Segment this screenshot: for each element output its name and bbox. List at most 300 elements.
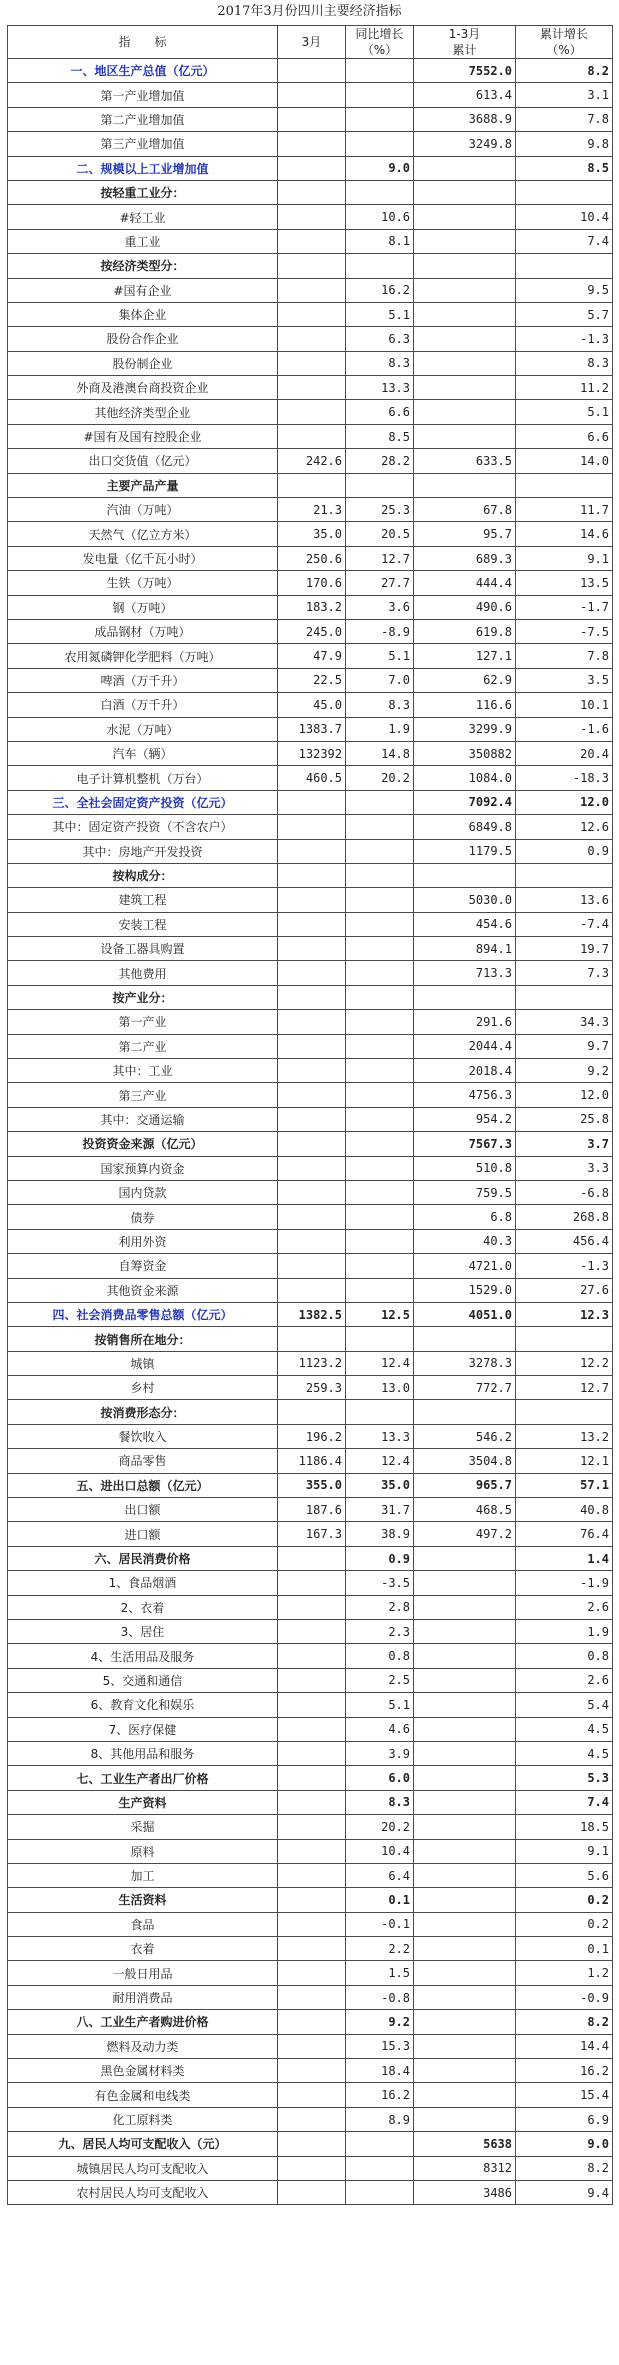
yoy-growth-cell: 5.1 [346, 302, 414, 326]
yoy-growth-cell: 20.5 [346, 522, 414, 546]
yoy-growth-cell: 28.2 [346, 449, 414, 473]
indicator-cell: 按经济类型分： [8, 254, 278, 278]
cumulative-growth-cell: 12.3 [516, 1302, 613, 1326]
month-value-cell [278, 1571, 346, 1595]
table-row [8, 1815, 613, 1839]
yoy-growth-cell [346, 2156, 414, 2180]
cumulative-value-cell: 4721.0 [414, 1254, 516, 1278]
table-row [8, 229, 613, 253]
table-row [8, 888, 613, 912]
cumulative-growth-cell: 11.2 [516, 376, 613, 400]
yoy-growth-cell [346, 1034, 414, 1058]
yoy-growth-cell: -8.9 [346, 619, 414, 643]
table-row [8, 1498, 613, 1522]
month-value-cell: 242.6 [278, 449, 346, 473]
table-row [8, 1180, 613, 1204]
cumulative-growth-cell: 57.1 [516, 1473, 613, 1497]
cumulative-value-cell: 546.2 [414, 1424, 516, 1448]
month-value-cell: 259.3 [278, 1376, 346, 1400]
indicator-cell: 二、规模以上工业增加值 [8, 156, 278, 180]
table-row [8, 2010, 613, 2034]
table-row [8, 1595, 613, 1619]
yoy-growth-cell: 2.5 [346, 1668, 414, 1692]
month-value-cell [278, 1888, 346, 1912]
table-row [8, 912, 613, 936]
month-value-cell [278, 815, 346, 839]
cumulative-value-cell [414, 1741, 516, 1765]
cumulative-growth-cell: 12.1 [516, 1449, 613, 1473]
cumulative-value-cell: 713.3 [414, 961, 516, 985]
indicator-cell: 城镇 [8, 1351, 278, 1375]
yoy-growth-cell: 8.9 [346, 2107, 414, 2131]
indicator-cell: 啤酒（万千升） [8, 668, 278, 692]
table-row [8, 1034, 613, 1058]
cumulative-value-cell [414, 1620, 516, 1644]
month-value-cell [278, 1595, 346, 1619]
yoy-growth-cell [346, 83, 414, 107]
indicator-cell: 按轻重工业分： [8, 180, 278, 204]
yoy-growth-cell: 7.0 [346, 668, 414, 692]
cumulative-value-cell [414, 985, 516, 1009]
indicator-cell: 7、医疗保健 [8, 1717, 278, 1741]
cumulative-growth-cell: 1.9 [516, 1620, 613, 1644]
indicator-cell: 安装工程 [8, 912, 278, 936]
yoy-growth-cell: 12.7 [346, 546, 414, 570]
yoy-growth-cell [346, 1059, 414, 1083]
cumulative-growth-cell: -0.9 [516, 1985, 613, 2009]
month-value-cell [278, 327, 346, 351]
table-row [8, 522, 613, 546]
cumulative-value-cell [414, 1571, 516, 1595]
indicator-cell: #国有企业 [8, 278, 278, 302]
month-value-cell [278, 1668, 346, 1692]
cumulative-value-cell: 3486 [414, 2180, 516, 2204]
yoy-growth-cell [346, 2132, 414, 2156]
cumulative-growth-cell: 9.5 [516, 278, 613, 302]
indicator-cell: 食品 [8, 1912, 278, 1936]
cumulative-value-cell: 4756.3 [414, 1083, 516, 1107]
cumulative-value-cell [414, 1644, 516, 1668]
month-value-cell [278, 1400, 346, 1424]
cumulative-growth-cell: -1.6 [516, 717, 613, 741]
month-value-cell [278, 1717, 346, 1741]
table-row [8, 1522, 613, 1546]
month-value-cell [278, 156, 346, 180]
cumulative-value-cell [414, 376, 516, 400]
month-value-cell: 1382.5 [278, 1302, 346, 1326]
cumulative-value-cell: 772.7 [414, 1376, 516, 1400]
cumulative-growth-cell: 12.0 [516, 790, 613, 814]
month-value-cell [278, 1254, 346, 1278]
month-value-cell [278, 132, 346, 156]
cumulative-value-cell [414, 1766, 516, 1790]
indicator-cell: 4、生活用品及服务 [8, 1644, 278, 1668]
indicator-cell: 生活资料 [8, 1888, 278, 1912]
cumulative-growth-cell: 19.7 [516, 937, 613, 961]
month-value-cell [278, 229, 346, 253]
indicator-cell: 按构成分： [8, 863, 278, 887]
cumulative-growth-cell: -6.8 [516, 1180, 613, 1204]
yoy-growth-cell: 25.3 [346, 498, 414, 522]
indicator-cell: 商品零售 [8, 1449, 278, 1473]
month-value-cell: 47.9 [278, 644, 346, 668]
cumulative-growth-cell [516, 180, 613, 204]
yoy-growth-cell: 2.3 [346, 1620, 414, 1644]
month-value-cell: 1186.4 [278, 1449, 346, 1473]
month-value-cell [278, 888, 346, 912]
cumulative-value-cell [414, 229, 516, 253]
table-row [8, 717, 613, 741]
cumulative-value-cell: 291.6 [414, 1010, 516, 1034]
table-row [8, 1571, 613, 1595]
table-row [8, 961, 613, 985]
cumulative-value-cell [414, 351, 516, 375]
table-row [8, 156, 613, 180]
month-value-cell [278, 1863, 346, 1887]
table-row [8, 1473, 613, 1497]
indicator-cell: 8、其他用品和服务 [8, 1741, 278, 1765]
table-row [8, 985, 613, 1009]
cumulative-growth-cell: 34.3 [516, 1010, 613, 1034]
cumulative-value-cell: 7567.3 [414, 1132, 516, 1156]
cumulative-growth-cell [516, 473, 613, 497]
indicator-cell: 钢（万吨） [8, 595, 278, 619]
table-row [8, 1546, 613, 1570]
month-value-cell: 1383.7 [278, 717, 346, 741]
cumulative-value-cell [414, 1839, 516, 1863]
yoy-growth-cell: 0.1 [346, 1888, 414, 1912]
month-value-cell [278, 205, 346, 229]
table-row [8, 1985, 613, 2009]
cumulative-value-cell: 7092.4 [414, 790, 516, 814]
yoy-growth-cell: 31.7 [346, 1498, 414, 1522]
table-row [8, 863, 613, 887]
cumulative-value-cell: 468.5 [414, 1498, 516, 1522]
page-title: 2017年3月份四川主要经济指标 [217, 4, 402, 19]
table-row [8, 424, 613, 448]
indicator-cell: 八、工业生产者购进价格 [8, 2010, 278, 2034]
cumulative-value-cell [414, 278, 516, 302]
cumulative-value-cell [414, 1888, 516, 1912]
indicator-cell: 进口额 [8, 1522, 278, 1546]
yoy-growth-cell: 3.9 [346, 1741, 414, 1765]
cumulative-value-cell: 5638 [414, 2132, 516, 2156]
indicator-cell: 白酒（万千升） [8, 693, 278, 717]
indicator-cell: 按消费形态分： [8, 1400, 278, 1424]
cumulative-growth-cell: -1.3 [516, 1254, 613, 1278]
table-row [8, 1132, 613, 1156]
cumulative-growth-cell: 8.2 [516, 2156, 613, 2180]
table-row [8, 1741, 613, 1765]
month-value-cell: 196.2 [278, 1424, 346, 1448]
month-value-cell [278, 2010, 346, 2034]
cumulative-value-cell [414, 1668, 516, 1692]
cumulative-growth-cell: 0.2 [516, 1888, 613, 1912]
indicator-cell: 5、交通和通信 [8, 1668, 278, 1692]
cumulative-growth-cell: 20.4 [516, 741, 613, 765]
table-row [8, 790, 613, 814]
cumulative-growth-cell: 8.2 [516, 2010, 613, 2034]
cumulative-growth-cell: 0.9 [516, 839, 613, 863]
cumulative-growth-cell: -1.7 [516, 595, 613, 619]
yoy-growth-cell: 1.5 [346, 1961, 414, 1985]
indicator-cell: 1、食品烟酒 [8, 1571, 278, 1595]
month-value-cell: 21.3 [278, 498, 346, 522]
cumulative-growth-cell: 456.4 [516, 1229, 613, 1253]
month-value-cell [278, 912, 346, 936]
indicator-cell: 出口交货值（亿元） [8, 449, 278, 473]
cumulative-value-cell [414, 1790, 516, 1814]
month-value-cell [278, 1620, 346, 1644]
table-row [8, 644, 613, 668]
month-value-cell [278, 351, 346, 375]
indicator-cell: 天然气（亿立方米） [8, 522, 278, 546]
table-row [8, 1766, 613, 1790]
table-row [8, 1376, 613, 1400]
cumulative-value-cell [414, 2107, 516, 2131]
indicator-cell: 衣着 [8, 1937, 278, 1961]
indicator-cell: 出口额 [8, 1498, 278, 1522]
indicator-cell: 其中：固定资产投资（不含农户） [8, 815, 278, 839]
cumulative-value-cell [414, 473, 516, 497]
yoy-growth-cell [346, 888, 414, 912]
indicator-cell: 其中：房地产开发投资 [8, 839, 278, 863]
cumulative-value-cell: 613.4 [414, 83, 516, 107]
yoy-growth-cell: 10.4 [346, 1839, 414, 1863]
indicator-cell: 化工原料类 [8, 2107, 278, 2131]
month-value-cell: 132392 [278, 741, 346, 765]
yoy-growth-cell: -0.1 [346, 1912, 414, 1936]
indicator-cell: 按产业分： [8, 985, 278, 1009]
cumulative-value-cell [414, 302, 516, 326]
table-row [8, 2059, 613, 2083]
yoy-growth-cell: 8.5 [346, 424, 414, 448]
month-value-cell [278, 839, 346, 863]
yoy-growth-cell: -0.8 [346, 1985, 414, 2009]
cumulative-value-cell: 444.4 [414, 571, 516, 595]
indicator-cell: 农用氮磷钾化学肥料（万吨） [8, 644, 278, 668]
table-row [8, 376, 613, 400]
cumulative-value-cell: 759.5 [414, 1180, 516, 1204]
indicator-cell: 其他资金来源 [8, 1278, 278, 1302]
cumulative-value-cell [414, 2059, 516, 2083]
yoy-growth-cell [346, 790, 414, 814]
table-row [8, 1668, 613, 1692]
indicator-cell: 第一产业增加值 [8, 83, 278, 107]
month-value-cell: 355.0 [278, 1473, 346, 1497]
cumulative-growth-cell: 13.6 [516, 888, 613, 912]
table-row [8, 180, 613, 204]
month-value-cell [278, 1937, 346, 1961]
month-value-cell [278, 1815, 346, 1839]
table-row [8, 1790, 613, 1814]
table-row [8, 619, 613, 643]
indicator-cell: 国家预算内资金 [8, 1156, 278, 1180]
month-value-cell [278, 1132, 346, 1156]
yoy-growth-cell [346, 59, 414, 83]
table-row [8, 107, 613, 131]
cumulative-growth-cell: -1.9 [516, 1571, 613, 1595]
yoy-growth-cell [346, 180, 414, 204]
yoy-growth-cell: 10.6 [346, 205, 414, 229]
yoy-growth-cell: 13.0 [346, 1376, 414, 1400]
cumulative-growth-cell: 5.1 [516, 400, 613, 424]
month-value-cell [278, 1059, 346, 1083]
indicator-cell: 汽车（辆） [8, 741, 278, 765]
cumulative-growth-cell: 6.6 [516, 424, 613, 448]
indicator-cell: 耐用消费品 [8, 1985, 278, 2009]
cumulative-growth-cell [516, 1327, 613, 1351]
yoy-growth-cell: 20.2 [346, 766, 414, 790]
indicator-cell: 燃料及动力类 [8, 2034, 278, 2058]
yoy-growth-cell: 8.3 [346, 351, 414, 375]
cumulative-value-cell: 6849.8 [414, 815, 516, 839]
cumulative-growth-cell: 3.7 [516, 1132, 613, 1156]
cumulative-value-cell: 3249.8 [414, 132, 516, 156]
cumulative-growth-cell: 12.2 [516, 1351, 613, 1375]
indicator-cell: 按销售所在地分： [8, 1327, 278, 1351]
indicator-cell: 第三产业增加值 [8, 132, 278, 156]
indicator-cell: 水泥（万吨） [8, 717, 278, 741]
indicator-cell: 6、教育文化和娱乐 [8, 1693, 278, 1717]
indicator-cell: 其他经济类型企业 [8, 400, 278, 424]
cumulative-value-cell [414, 863, 516, 887]
table-row [8, 2156, 613, 2180]
yoy-growth-cell [346, 1229, 414, 1253]
cumulative-growth-cell: 5.6 [516, 1863, 613, 1887]
yoy-growth-cell: 27.7 [346, 571, 414, 595]
table-body [8, 59, 613, 2205]
cumulative-growth-cell: 6.9 [516, 2107, 613, 2131]
cumulative-growth-cell: 8.2 [516, 59, 613, 83]
table-row [8, 1059, 613, 1083]
table-row [8, 1400, 613, 1424]
yoy-growth-cell: 16.2 [346, 278, 414, 302]
cumulative-value-cell: 127.1 [414, 644, 516, 668]
cumulative-growth-cell: 12.6 [516, 815, 613, 839]
yoy-growth-cell [346, 1400, 414, 1424]
month-value-cell [278, 2059, 346, 2083]
indicator-cell: 第三产业 [8, 1083, 278, 1107]
cumulative-value-cell: 3278.3 [414, 1351, 516, 1375]
table-row [8, 302, 613, 326]
month-value-cell: 460.5 [278, 766, 346, 790]
cumulative-growth-cell: 11.7 [516, 498, 613, 522]
cumulative-value-cell [414, 1546, 516, 1570]
indicator-cell: #轻工业 [8, 205, 278, 229]
cumulative-value-cell: 633.5 [414, 449, 516, 473]
yoy-growth-cell [346, 1327, 414, 1351]
cumulative-growth-cell: 2.6 [516, 1595, 613, 1619]
yoy-growth-cell [346, 839, 414, 863]
indicator-cell: 电子计算机整机（万台） [8, 766, 278, 790]
cumulative-growth-cell: 0.8 [516, 1644, 613, 1668]
table-row [8, 937, 613, 961]
cumulative-value-cell: 5030.0 [414, 888, 516, 912]
month-value-cell: 22.5 [278, 668, 346, 692]
cumulative-growth-cell: 25.8 [516, 1107, 613, 1131]
indicator-cell: 国内贷款 [8, 1180, 278, 1204]
yoy-growth-cell [346, 1107, 414, 1131]
cumulative-growth-cell [516, 1400, 613, 1424]
cumulative-growth-cell: 0.1 [516, 1937, 613, 1961]
table-row [8, 351, 613, 375]
indicator-cell: 城镇居民人均可支配收入 [8, 2156, 278, 2180]
table-row [8, 571, 613, 595]
table-row [8, 400, 613, 424]
cumulative-value-cell [414, 1400, 516, 1424]
cumulative-value-cell: 954.2 [414, 1107, 516, 1131]
month-value-cell [278, 473, 346, 497]
indicator-cell: 农村居民人均可支配收入 [8, 2180, 278, 2204]
yoy-growth-cell: 6.3 [346, 327, 414, 351]
yoy-growth-cell: 38.9 [346, 1522, 414, 1546]
indicator-cell: 第二产业 [8, 1034, 278, 1058]
cumulative-growth-cell: -18.3 [516, 766, 613, 790]
yoy-growth-cell: 0.8 [346, 1644, 414, 1668]
cumulative-value-cell: 1529.0 [414, 1278, 516, 1302]
indicator-cell: 其中：交通运输 [8, 1107, 278, 1131]
yoy-growth-cell: 8.3 [346, 1790, 414, 1814]
table-row [8, 254, 613, 278]
cumulative-growth-cell: 3.3 [516, 1156, 613, 1180]
yoy-growth-cell: 9.2 [346, 2010, 414, 2034]
indicator-cell: 设备工器具购置 [8, 937, 278, 961]
table-row [8, 2180, 613, 2204]
month-value-cell: 170.6 [278, 571, 346, 595]
table-row [8, 1644, 613, 1668]
indicator-cell: 原料 [8, 1839, 278, 1863]
cumulative-growth-cell: 12.7 [516, 1376, 613, 1400]
indicator-cell: 三、全社会固定资产投资（亿元） [8, 790, 278, 814]
cumulative-growth-cell: 5.3 [516, 1766, 613, 1790]
cumulative-growth-cell: 15.4 [516, 2083, 613, 2107]
cumulative-growth-cell: 9.0 [516, 2132, 613, 2156]
table-row [8, 1912, 613, 1936]
table-row [8, 1254, 613, 1278]
month-value-cell [278, 2132, 346, 2156]
cumulative-value-cell [414, 205, 516, 229]
cumulative-value-cell: 62.9 [414, 668, 516, 692]
month-value-cell [278, 1327, 346, 1351]
month-value-cell [278, 1985, 346, 2009]
indicator-cell: 成品钢材（万吨） [8, 619, 278, 643]
month-value-cell [278, 863, 346, 887]
cumulative-growth-cell: 14.6 [516, 522, 613, 546]
month-value-cell [278, 937, 346, 961]
table-row [8, 473, 613, 497]
cumulative-value-cell [414, 1595, 516, 1619]
indicator-cell: 生铁（万吨） [8, 571, 278, 595]
indicator-cell: 加工 [8, 1863, 278, 1887]
indicator-cell: 黑色金属材料类 [8, 2059, 278, 2083]
table-row [8, 2083, 613, 2107]
cumulative-value-cell [414, 424, 516, 448]
yoy-growth-cell: 6.6 [346, 400, 414, 424]
month-value-cell [278, 1644, 346, 1668]
cumulative-value-cell: 454.6 [414, 912, 516, 936]
yoy-growth-cell [346, 132, 414, 156]
cumulative-growth-cell: 12.0 [516, 1083, 613, 1107]
table-row [8, 766, 613, 790]
yoy-growth-cell: 5.1 [346, 644, 414, 668]
cumulative-growth-cell: 5.4 [516, 1693, 613, 1717]
indicator-cell: 自筹资金 [8, 1254, 278, 1278]
indicator-cell: 七、工业生产者出厂价格 [8, 1766, 278, 1790]
table-row [8, 83, 613, 107]
indicator-cell: 股份合作企业 [8, 327, 278, 351]
yoy-growth-cell [346, 912, 414, 936]
